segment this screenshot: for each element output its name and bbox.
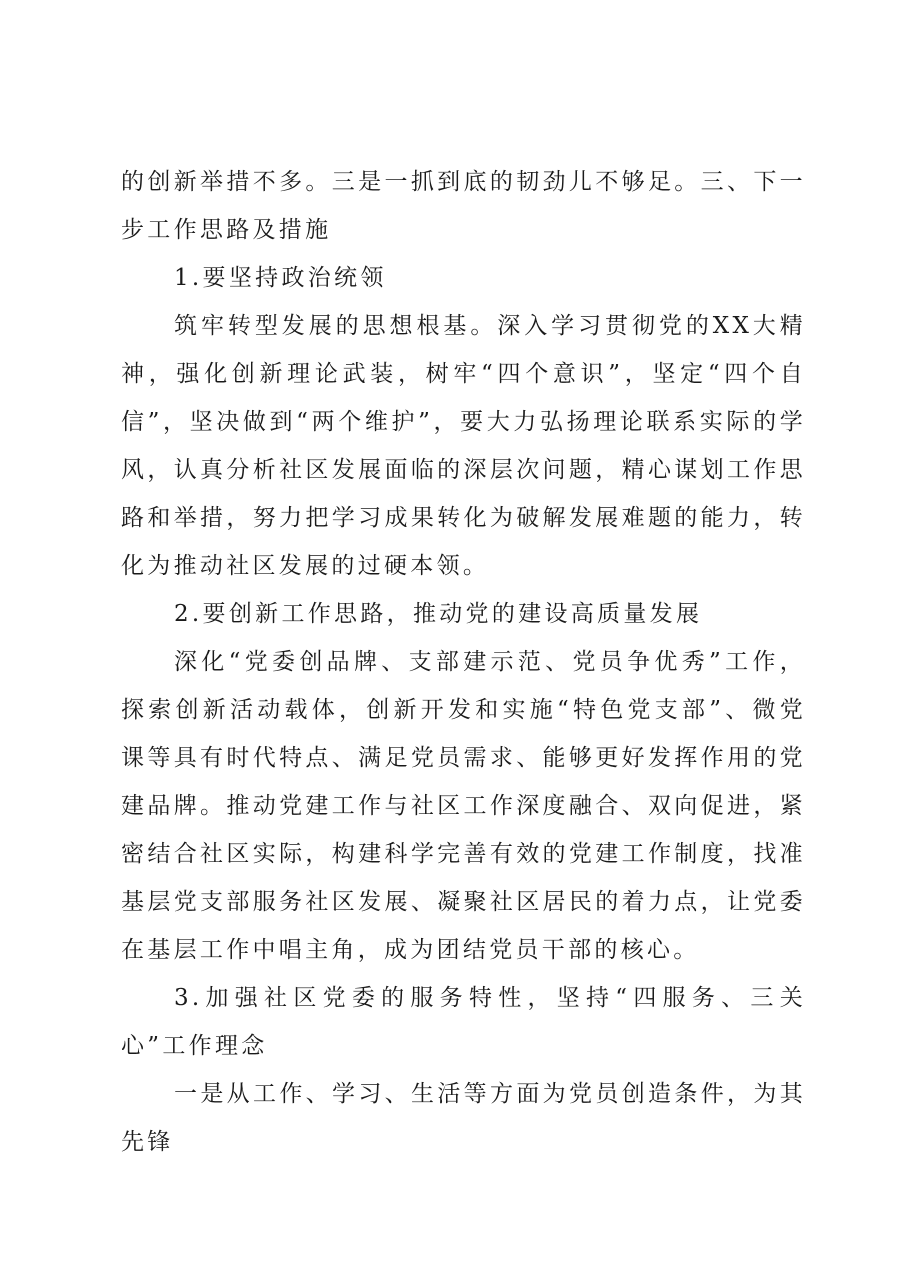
paragraph-political-leadership: 筑牢转型发展的思想根基。深入学习贯彻党的XX大精神，强化创新理论武装，树牢“四个意识”，坚定“四个自信”，坚决做到“两个维护”，要大力弘扬理论联系实际的学风，认真分析社区发展面临的深层次问题，精心谋划工作思路和举措，努力把学习成果转化为破解发展难题的能力，转化为推动社区发展的过硬本领。 [121, 313, 806, 579]
section-heading-2: 2.要创新工作思路，推动党的建设高质量发展 [174, 601, 703, 627]
paragraph-continuation: 的创新举措不多。三是一抓到底的韧劲儿不够足。三、下一步工作思路及措施 [121, 169, 806, 243]
section-heading-3: 3.加强社区党委的服务特性，坚持“四服务、三关心”工作理念 [121, 985, 806, 1059]
document-body [121, 158, 806, 1166]
section-heading-1: 1.要坚持政治统领 [174, 265, 387, 291]
paragraph-service: 一是从工作、学习、生活等方面为党员创造条件，为其先锋 [121, 1081, 806, 1155]
paragraph-innovation: 深化“党委创品牌、支部建示范、党员争优秀”工作，探索创新活动载体，创新开发和实施“特色党支部”、微党课等具有时代特点、满足党员需求、能够更好发挥作用的党建品牌。推动党建工作与社区工作深度融合、双向促进，紧密结合社区实际，构建科学完善有效的党建工作制度，找准基层党支部服务社区发展、凝聚社区居民的着力点，让党委在基层工作中唱主角，成为团结党员干部的核心。 [121, 649, 806, 963]
